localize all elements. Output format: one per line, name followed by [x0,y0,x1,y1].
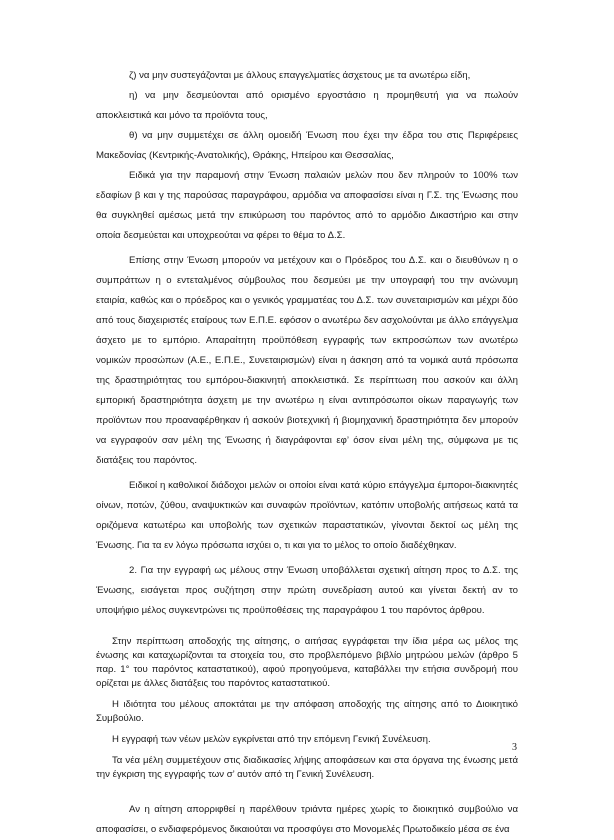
paragraph-membership: Η ιδιότητα του μέλους αποκτάται με την απόφαση αποδοχής της αίτησης από το Διοικητικό Συμβούλιο. [96,699,518,724]
paragraph-rejection: Αν η αίτηση απορριφθεί η παρέλθουν τριάντα ημέρες χωρίς το διοικητικό συμβούλιο να αποφασίσει, ο ενδιαφερόμενος δικαιούται να προσφύγει στο Μονομελές Πρωτοδικείο μέσα σε ένα [96,804,518,835]
paragraph-item-z: ζ) να μην συστεγάζονται με άλλους επαγγελματίες άσχετους με τα ανωτέρω είδη, [129,70,471,81]
paragraph-old-members: Ειδικά για την παραμονή στην Ένωση παλαιών μελών που δεν πληρούν το 100% των εδαφίων β και γ της παρούσας παραγράφου, αρμόδια να αποφασίσει είναι η Γ.Σ. της Ένωσης που θα συγκληθεί αμέσως μετά την επικύρωση του παρόντος από το αρμόδιο Δικαστήριο και στην οποία δεσμεύεται και υποχρεούται να φέρει το θέμα το Δ.Σ. [96,170,518,241]
paragraph-successors: Ειδικοί η καθολικοί διάδοχοι μελών οι οποίοι είναι κατά κύριο επάγγελμα έμποροι-διακινητές οίνων, ποτών, ζύθου, αναψυκτικών και συναφών προϊόντων, κατόπιν υποβολής αιτήσεως κατά τα οριζόμενα κατωτέρω και υποβολής των σχετικών παραστατικών, γίνονται δεκτοί ως μέλη της Ένωσης. Για τα εν λόγω πρόσωπα ισχύει ο, τι και για το μέλος το οποίο διαδέχθηκαν. [96,480,518,551]
paragraph-item-th: θ) να μην συμμετέχει σε άλλη ομοειδή Ένωση που έχει την έδρα του στις Περιφέρειες Μακεδονίας (Κεντρικής-Ανατολικής), Θράκης, Ηπείρου και Θεσσαλίας, [96,130,518,161]
paragraph-item-i: η) να μην δεσμεύονται από ορισμένο εργοστάσιο η προμηθευτή για να πωλούν αποκλειστικά και μόνο τα προϊόντα τους, [96,90,518,121]
paragraph-new-members: Τα νέα μέλη συμμετέχουν στις διαδικασίες λήψης αποφάσεων και στα όργανα της ένωσης μετά την έγκριση της εγγραφής των σ’ αυτόν από τη Γενική Συνέλευση. [96,755,518,780]
paragraph-representatives: Επίσης στην Ένωση μπορούν να μετέχουν και ο Πρόεδρος του Δ.Σ. και ο διευθύνων η ο συμπράττων η ο εντεταλμένος σύμβουλος που δεσμεύει με την υπογραφή του την ανώνυμη εταιρία, καθώς και ο πρόεδρος και ο γενικός γραμματέας του Δ.Σ. των συνεταιρισμών και μέχρι δύο από τους διαχειριστές εταίρους των Ε.Π.Ε. εφόσον ο ανωτέρω δεν ασχολούνται με άλλο επάγγελμα άσχετο με το εμπόριο. Απαραίτητη προϋπόθεση εγγραφής των εκπροσώπων των ανωτέρω νομικών προσώπων (Α.Ε., Ε.Π.Ε., Συνεταιρισμών) είναι η άσκηση από τα νομικά αυτά πρόσωπα της δραστηριότητας του εμπόρου-διακινητή αποκλειστικά. Σε περίπτωση που ασκούν και άλλη εμπορική δραστηριότητα άσχετη με την ανωτέρω η είναι αντιπρόσωποι οίκων παραγωγής των προϊόντων που προαναφέρθηκαν ή ασκούν βιοτεχνική ή βιομηχανική δραστηριότητα δεν μπορούν να εγγραφούν σαν μέλη της Ένωσης ή διαγράφονται εφ’ όσον είναι μέλη της, σύμφωνα με τις διατάξεις του παρόντος. [96,255,518,466]
paragraph-registration: 2. Για την εγγραφή ως μέλους στην Ένωση υποβάλλεται σχετική αίτηση προς το Δ.Σ. της Ένωσης, εισάγεται προς συζήτηση στην πρώτη συνεδρίαση αυτού και γίνεται δεκτή αν το υποψήφιο μέλος συγκεντρώνει τις προϋποθέσεις της παραγράφου 1 του παρόντος άρθρου. [96,565,518,616]
page-number: 3 [512,742,517,753]
paragraph-acceptance: Στην περίπτωση αποδοχής της αίτησης, ο αιτήσας εγγράφεται την ίδια μέρα ως μέλος της ένωσης και καταχωρίζονται τα στοιχεία του, στο προβλεπόμενο βιβλίο μητρώου μελών (άρθρο 5 παρ. 1° του παρόντος καταστατικού), αφού προηγούμενα, καταβάλλει την ετήσια συνδρομή που ορίζεται με άλλες διατάξεις του παρόντος καταστατικού. [96,636,518,689]
document-body [96,66,518,840]
paragraph-approval: Η εγγραφή των νέων μελών εγκρίνεται από την επόμενη Γενική Συνέλευση. [112,734,431,745]
